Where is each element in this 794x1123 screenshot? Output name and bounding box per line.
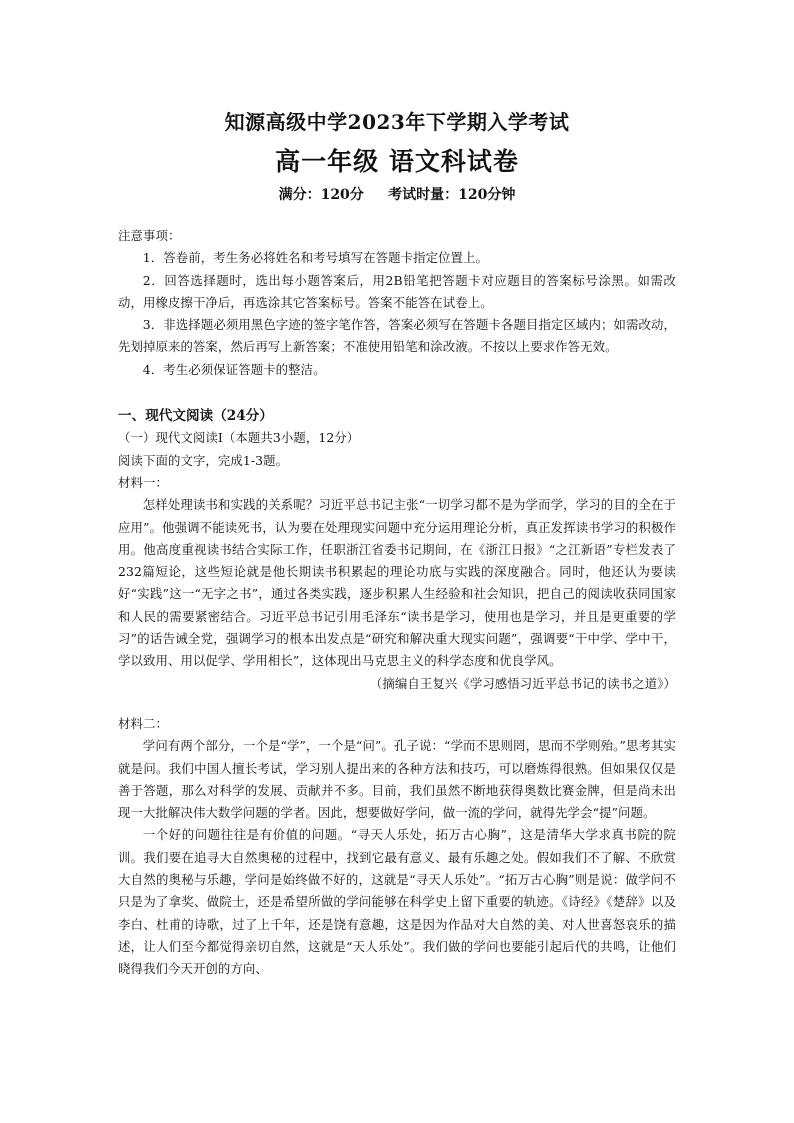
notice-heading: 注意事项： bbox=[118, 228, 181, 243]
school-exam-title: 知源高级中学2023年下学期入学考试 bbox=[224, 110, 570, 134]
reading-instruction: 阅读下面的文字，完成1-3题。 bbox=[118, 452, 289, 468]
material-2-paragraph-1: 学问有两个部分，一个是“学”，一个是“问”。孔子说：“学而不思则罔，思而不学则殆。”思考其实就是问。我们中国人擅长考试，学习别人提出来的各种方法和技巧，可以磨炼得很熟。但如果仅仅是善于答题，那么对科学的发展、贡献并不多。目前，我们虽然不断地获得奥数比赛金牌，但是尚未出现一大批解决伟大数学问题的学者。因此，想要做好学问，做一流的学问，就得先学会“提”问题。 bbox=[118, 738, 676, 821]
material-1-text: 怎样处理读书和实践的关系呢？习近平总书记主张“一切学习都不是为学而学，学习的目的全在于应用”。他强调不能读死书，认为要在处理现实问题中充分运用理论分析，真正发挥读书学习的积极作用。他高度重视读书结合实际工作，任职浙江省委书记期间，在《浙江日报》“之江新语”专栏发表了232篇短论，这些短论就是他长期读书积累起的理论功底与实践的深度融合。同时，他还认为要读好“实践”这一“无字之书”，通过各类实践，逐步积累人生经验和社会知识，把自己的阅读收获同国家和人民的需要紧密结合。习近平总书记引用毛泽东“读书是学习，使用也是学习，并且是更重要的学习”的话告诫全党，强调学习的根本出发点是“研究和解决重大现实问题”，强调要“干中学、学中干，学以致用、用以促学、学用相长”，这体现出马克思主义的科学态度和优良学风。 bbox=[118, 497, 676, 669]
material-2-label: 材料二： bbox=[118, 715, 168, 731]
exam-content bbox=[118, 225, 676, 981]
score-time-info: 满分：120分 考试时量：120分钟 bbox=[278, 187, 516, 203]
grade-subject-title: 高一年级 语文科试卷 bbox=[275, 147, 519, 176]
material-2-paragraph-2: 一个好的问题往往是有价值的问题。“寻天人乐处，拓万古心胸”，这是清华大学求真书院的院训。我们要在追寻大自然奥秘的过程中，找到它最有意义、最有乐趣之处。假如我们不了解、不欣赏大自然的奥秘与乐趣，学问是始终做不好的，这就是“寻天人乐处”。“拓万古心胸”则是说：做学问不只是为了拿奖、做院士，还是希望所做的学问能够在科学史上留下重要的轨迹。《诗经》《楚辞》以及李白、杜甫的诗歌，过了上千年，还是饶有意趣，这是因为作品对大自然的美、对人世喜怒哀乐的描述，让人们至今都觉得亲切自然，这就是“天人乐处”。我们做的学问也要能引起后代的共鸣，让他们晓得我们今天开创的方向、 bbox=[118, 827, 676, 977]
material-1-label: 材料一： bbox=[118, 474, 168, 490]
notice-item-3: 3．非选择题必须用黑色字迹的签字笔作答，答案必须写在答题卡各题目指定区域内；如需改动，先划掉原来的答案，然后再写上新答案；不准使用铅笔和涂改液。不按以上要求作答无效。 bbox=[118, 317, 676, 355]
section-heading-modern-reading: 一、现代文阅读（24分） bbox=[118, 408, 273, 425]
notice-item-1: 1．答卷前，考生务必将姓名和考号填写在答题卡指定位置上。 bbox=[142, 250, 489, 266]
notice-item-2: 2．回答选择题时，选出每小题答案后，用2B铅笔把答题卡对应题目的答案标号涂黑。如需改动，用橡皮擦干净后，再选涂其它答案标号。答案不能答在试卷上。 bbox=[118, 272, 676, 310]
material-1-source: （摘编自王复兴《学习感悟习近平总书记的读书之道》） bbox=[369, 675, 676, 691]
subsection-heading: （一）现代文阅读Ⅰ（本题共3小题，12分） bbox=[118, 430, 360, 446]
notice-item-4: 4．考生必须保证答题卡的整洁。 bbox=[142, 361, 326, 377]
